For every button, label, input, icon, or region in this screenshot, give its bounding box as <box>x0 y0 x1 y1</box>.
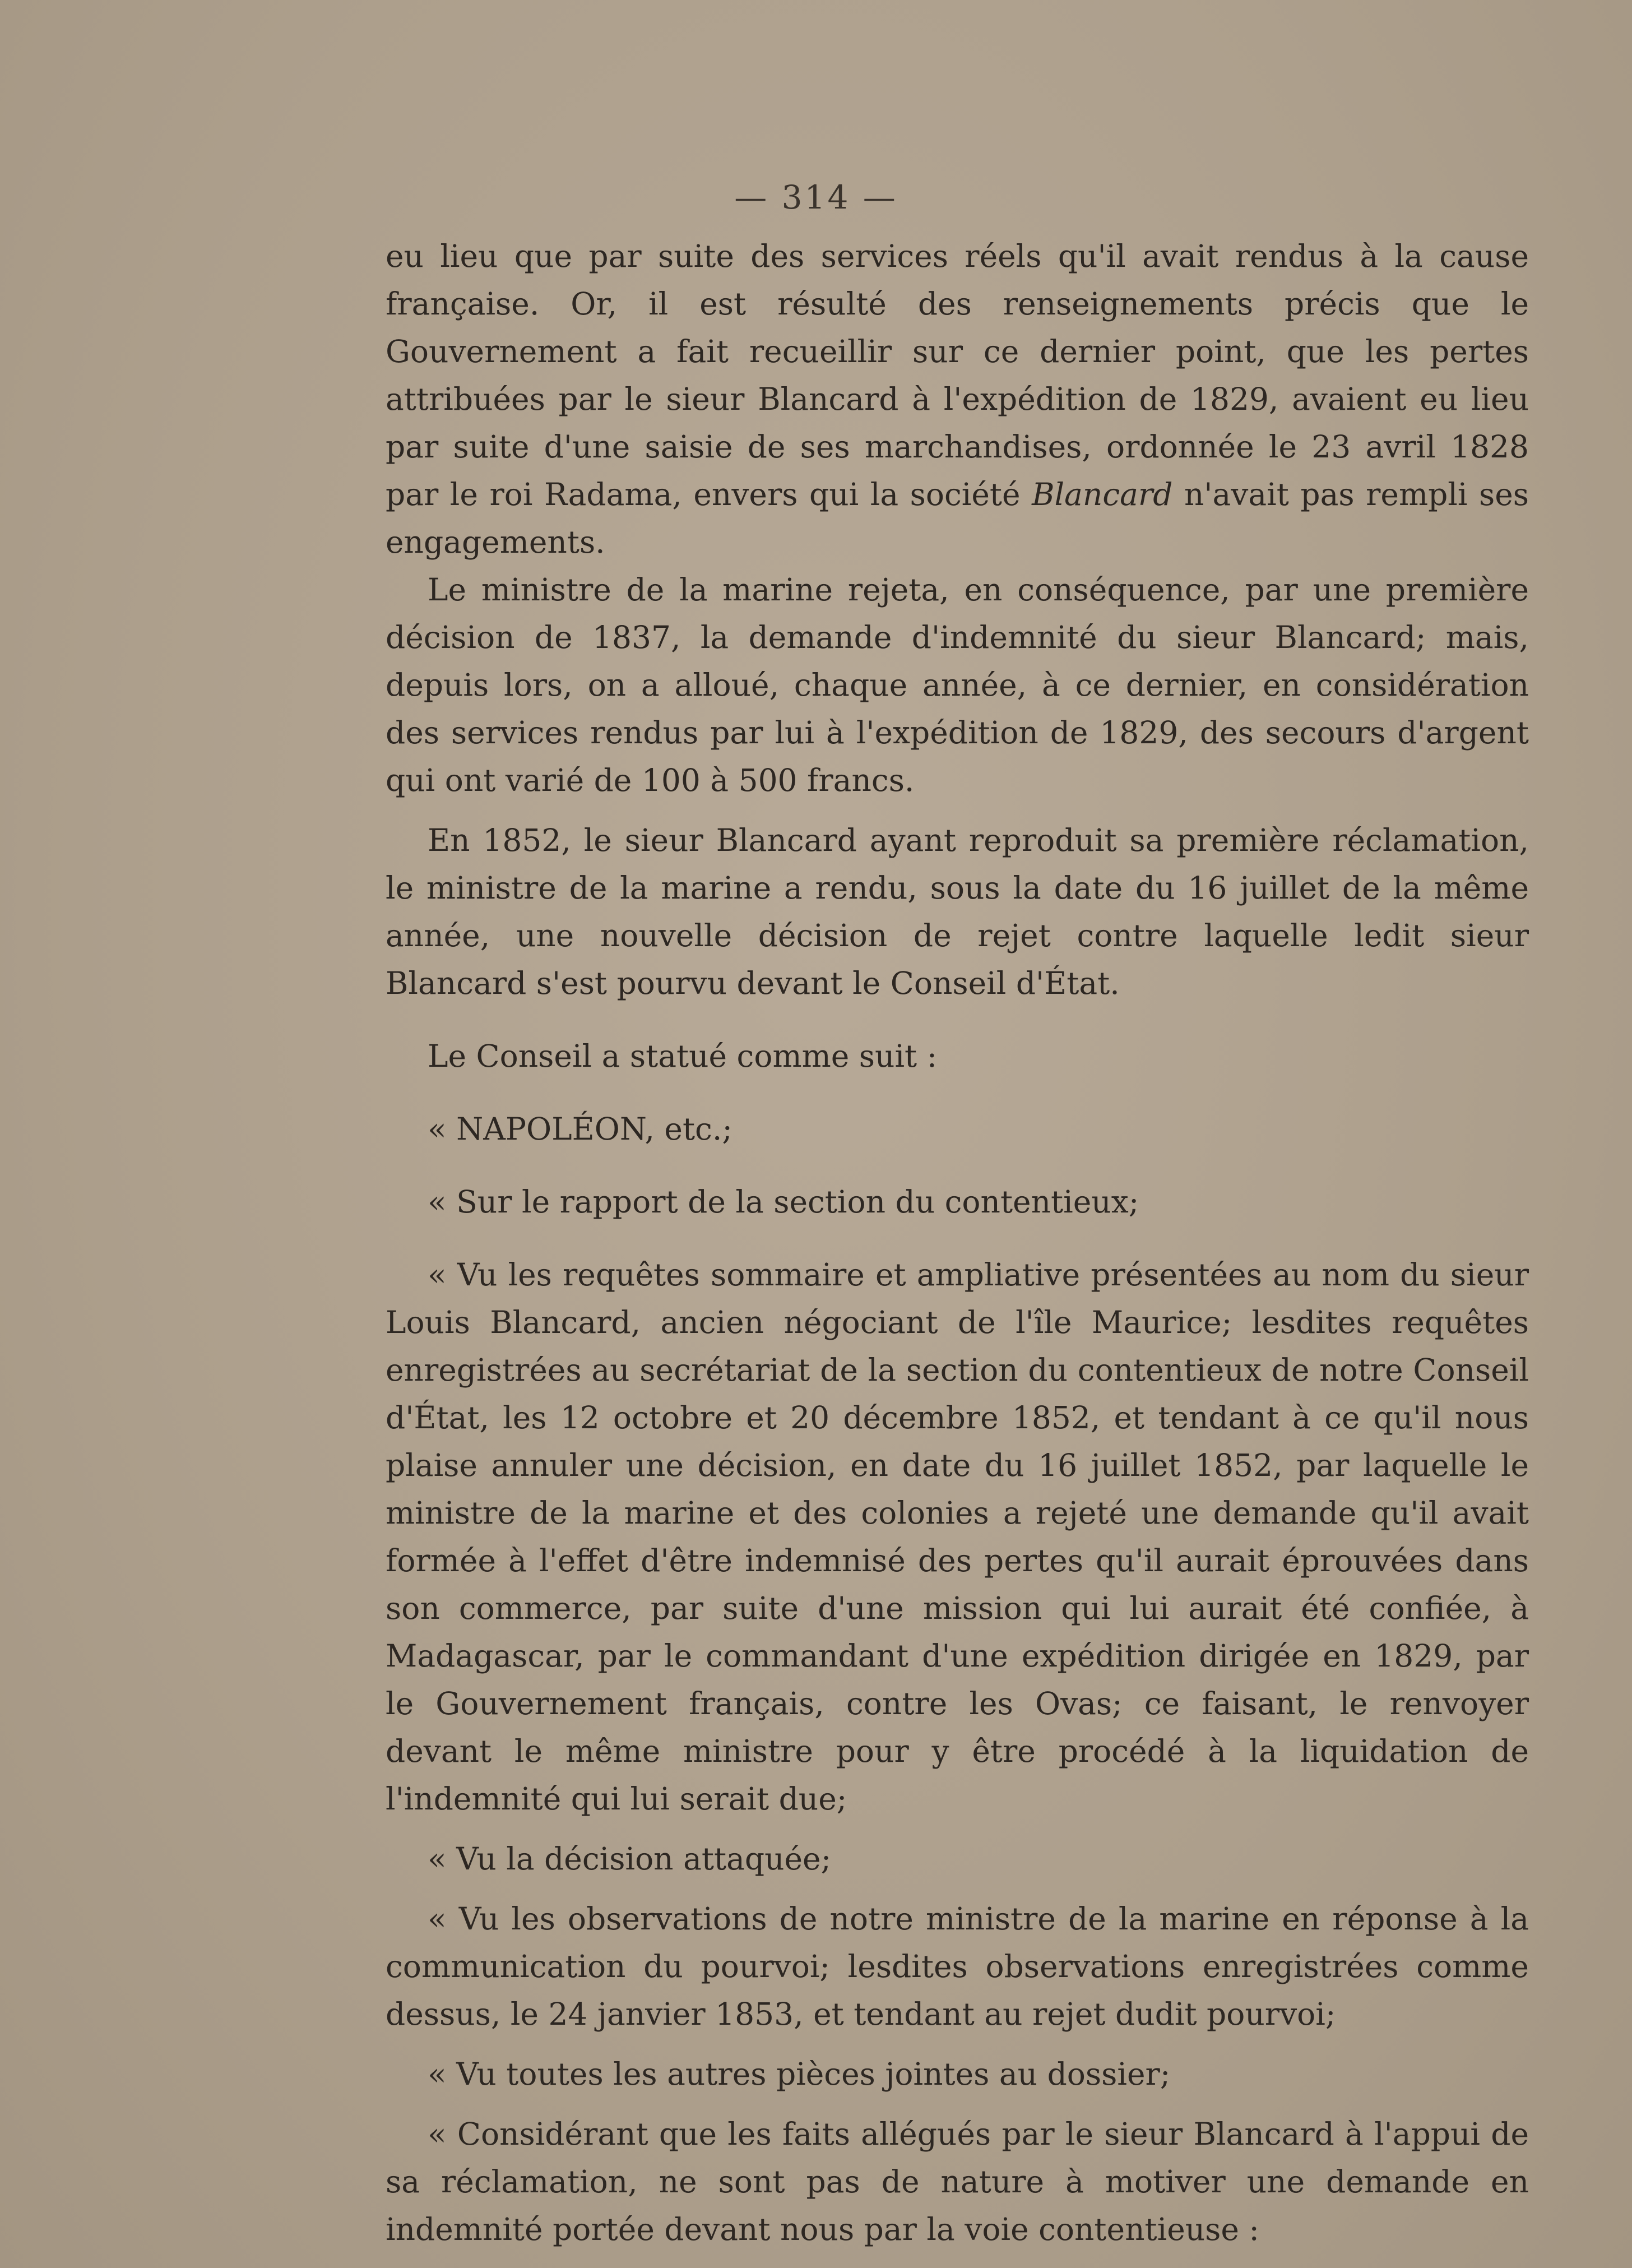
paragraph-4: Le Conseil a statué comme suit : <box>428 1038 938 1074</box>
paragraph-10: « Vu toutes les autres pièces jointes au dossier; <box>428 2056 1171 2092</box>
paragraph-1-end: n'avait pas rempli ses engagements. <box>386 476 1529 560</box>
paragraph-11: « Considérant que les faits allégués par le sieur Blancard à l'appui de sa réclamation, ne sont pas de nature à motiver une demande en indemnité portée devant nous par la voie contentieuse : <box>386 2116 1529 2247</box>
paragraph-3: En 1852, le sieur Blancard ayant reproduit sa première réclamation, le ministre de la marine a rendu, sous la date du 16 juillet de la même année, une nouvelle décision de rejet contre laquelle ledit sieur Blancard s'est pourvu devant le Conseil d'État. <box>386 822 1529 1001</box>
page-number: — 314 — <box>734 178 898 216</box>
paragraph-2: Le ministre de la marine rejeta, en conséquence, par une première décision de 1837, la demande d'indemnité du sieur Blancard; mais, depuis lors, on a alloué, chaque année, à ce dernier, en considération des services rendus par lui à l'expédition de 1829, des secours d'argent qui ont varié de 100 à 500 francs. <box>386 572 1529 798</box>
italic-company-name: Blancard <box>1032 476 1173 512</box>
page-body <box>386 233 1529 2253</box>
paragraph-8: « Vu la décision attaquée; <box>428 1841 832 1877</box>
paragraph-1-text: eu lieu que par suite des services réels qu'il avait rendus à la cause française. Or, il est résulté des renseignements précis que le Gouvernement a fait recueillir sur ce dernier point, que les pertes attribuées par le sieur Blancard à l'expédition de 1829, avaient eu lieu par suite d'une saisie de ses marchandises, ordonnée le 23 avril 1828 par le roi Radama, envers qui la société <box>386 238 1529 512</box>
paragraph-5: « NAPOLÉON, etc.; <box>428 1111 732 1147</box>
paragraph-9: « Vu les observations de notre ministre de la marine en réponse à la communication du pourvoi; lesdites observations enregistrées comme dessus, le 24 janvier 1853, et tendant au rejet dudit pourvoi; <box>386 1901 1529 2032</box>
paragraph-1 <box>386 233 1529 566</box>
paragraph-7: « Vu les requêtes sommaire et ampliative présentées au nom du sieur Louis Blancard, ancien négociant de l'île Maurice; lesdites requêtes enregistrées au secrétariat de la section du contentieux de notre Conseil d'État, les 12 octobre et 20 décembre 1852, et tendant à ce qu'il nous plaise annuler une décision, en date du 16 juillet 1852, par laquelle le ministre de la marine et des colonies a rejeté une demande qu'il avait formée à l'effet d'être indemnisé des pertes qu'il aurait éprouvées dans son commerce, par suite d'une mission qui lui aurait été confiée, à Madagascar, par le commandant d'une expédition dirigée en 1829, par le Gouvernement français, contre les Ovas; ce faisant, le renvoyer devant le même ministre pour y être procédé à la liquidation de l'indemnité qui lui serait due; <box>386 1257 1529 1817</box>
paragraph-6: « Sur le rapport de la section du contentieux; <box>428 1184 1139 1220</box>
